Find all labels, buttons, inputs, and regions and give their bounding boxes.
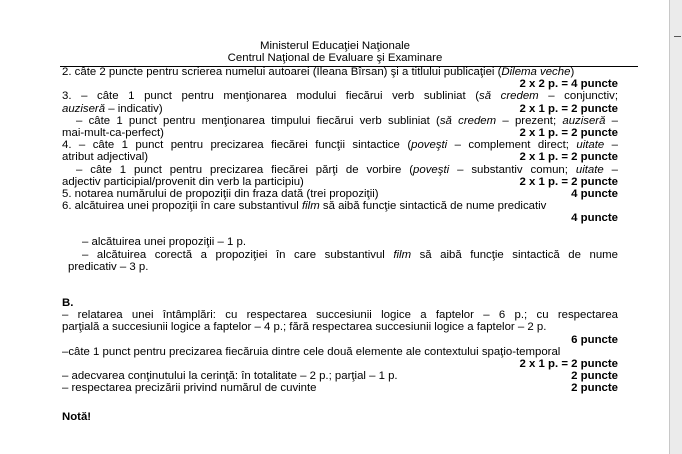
score: 2 x 1 p. = 2 puncte bbox=[519, 175, 618, 188]
score: 2 x 1 p. = 2 puncte bbox=[519, 126, 618, 139]
score: 2 x 2 p. = 4 puncte bbox=[519, 78, 618, 91]
item-3-line-3: – câte 1 punct pentru menţionarea timpului fiecărui verb subliniat (să credem – prezent; auziseră – bbox=[76, 114, 619, 127]
item-4-line-2: atribut adjectival) 2 x 1 p. = 2 puncte bbox=[62, 151, 618, 164]
section-b-score-line-2 bbox=[62, 358, 618, 370]
score: 4 puncte bbox=[571, 187, 618, 200]
item-4-line-4: adjectiv participial/provenit din verb la participiu) 2 x 1 p. = 2 puncte bbox=[62, 175, 618, 188]
score: 2 x 1 p. = 2 puncte bbox=[519, 102, 618, 115]
score: 6 puncte bbox=[571, 333, 618, 346]
grading-content bbox=[62, 66, 618, 423]
section-b-line-4: – adecvarea conţinutului la cerinţă: în totalitate – 2 p.; parţial – 1 p. 2 puncte bbox=[62, 370, 618, 383]
item-6-sub-1: – alcătuirea unei propoziţii – 1 p. bbox=[82, 236, 247, 249]
score: 2 x 1 p. = 2 puncte bbox=[519, 151, 618, 164]
header-center: Centrul Naţional de Evaluare şi Examinare bbox=[227, 52, 443, 64]
section-b-line-2: parţială a succesiunii logice a faptelor – 4 p.; fără respectarea succesiunii logice a faptelor – 2 p. bbox=[62, 321, 547, 334]
score: 2 puncte bbox=[571, 382, 618, 395]
section-b-heading: B. bbox=[62, 297, 74, 309]
item-6-sub-3: predicativ – 3 p. bbox=[68, 260, 149, 273]
item-4-line-1: 4. – câte 1 punct pentru precizarea fiecărei funcţii sintactice (poveşti – complement direct; uitate – bbox=[62, 139, 619, 152]
item-6-sub-2: – alcătuirea corectă a propoziţiei în care substantivul film să aibă funcţie sintactică de nume bbox=[82, 248, 618, 261]
item-5-line: 5. notarea numărului de propoziţii din fraza dată (trei propoziţii) 4 puncte bbox=[62, 187, 618, 200]
section-b-line-5: – respectarea precizării privind numărul de cuvinte 2 puncte bbox=[62, 382, 618, 395]
header-ministry: Ministerul Educaţiei Naţionale bbox=[259, 40, 411, 52]
item-2-score-line bbox=[62, 78, 618, 90]
page-header bbox=[0, 40, 670, 64]
item-4-line-3: – câte 1 punct pentru precizarea fiecărei părţi de vorbire (poveşti – substantiv comun; uitate – bbox=[76, 163, 619, 176]
right-scrollbar[interactable] bbox=[669, 0, 682, 454]
item-6-score-line bbox=[62, 212, 618, 224]
item-2-line: 2. câte 2 puncte pentru scrierea numelui autoarei (Ileana Bîrsan) şi a titlului publicaţiei (Dilema veche) bbox=[62, 66, 575, 78]
scroll-marker bbox=[674, 36, 681, 37]
note-heading: Notă! bbox=[62, 410, 92, 423]
item-6-line: 6. alcătuirea unei propoziţii în care substantivul film să aibă funcţie sintactică de nume predicativ bbox=[62, 200, 547, 213]
section-b-line-3: –câte 1 punct pentru precizarea fiecăruia dintre cele două elemente ale contextului spaţio-temporal bbox=[62, 345, 561, 358]
item-3-line-1: 3. – câte 1 punct pentru menţionarea modului fiecărui verb subliniat (să credem – conjunctiv; bbox=[62, 90, 618, 103]
section-b-line-1: – relatarea unei întâmplări: cu respectarea succesiunii logice a faptelor – 6 p.; cu respectarea bbox=[62, 309, 618, 322]
section-b-score-line bbox=[62, 334, 618, 346]
item-3-line-2: auziseră – indicativ) 2 x 1 p. = 2 puncte bbox=[62, 102, 618, 115]
score: 4 puncte bbox=[571, 212, 618, 225]
score: 2 puncte bbox=[571, 370, 618, 383]
item-3-line-4: mai-mult-ca-perfect) 2 x 1 p. = 2 puncte bbox=[62, 126, 618, 139]
score: 2 x 1 p. = 2 puncte bbox=[519, 357, 618, 370]
